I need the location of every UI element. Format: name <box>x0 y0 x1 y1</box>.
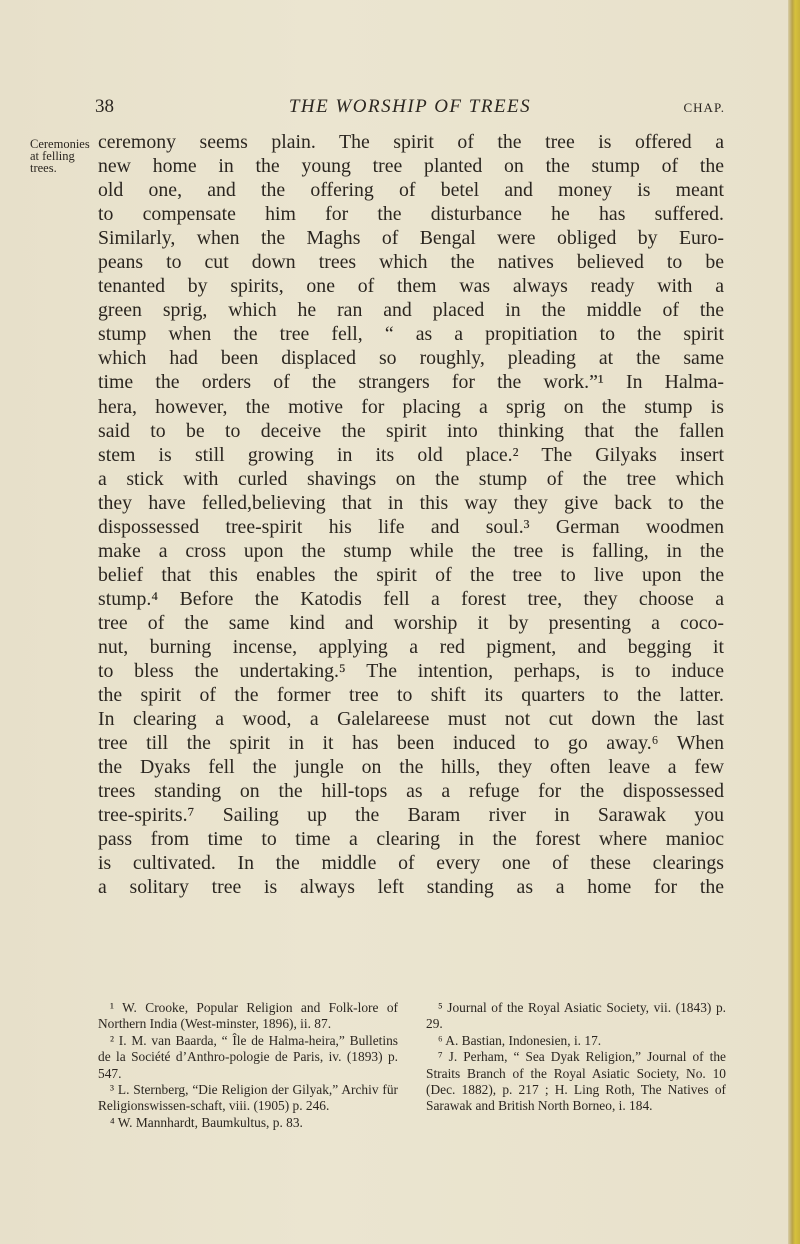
body-line: nut, burning incense, applying a red pigment, and begging it <box>98 635 724 658</box>
body-line: trees standing on the hill-tops as a refuge for the dispossessed <box>98 780 724 803</box>
body-line: new home in the young tree planted on the stump of the <box>98 155 724 178</box>
body-line: Similarly, when the Maghs of Bengal were obliged by Euro- <box>98 227 724 250</box>
page-number: 38 <box>95 96 114 117</box>
footnote: ³ L. Sternberg, “Die Religion der Gilyak,” Archiv für Religionswissen-schaft, viii. (1905) p. 246. <box>98 1082 398 1114</box>
page-edge <box>788 0 800 1244</box>
body-line: they have felled,believing that in this way they give back to the <box>98 491 724 514</box>
body-line: stem is still growing in its old place.² The Gilyaks insert <box>98 443 724 466</box>
body-line: tenanted by spirits, one of them was always ready with a <box>98 275 724 298</box>
footnote: ⁴ W. Mannhardt, Baumkultus, p. 83. <box>110 1114 303 1130</box>
body-line: green sprig, which he ran and placed in the middle of the <box>98 299 724 322</box>
footnotes-left-column <box>98 1000 398 1131</box>
body-line: tree of the same kind and worship it by presenting a coco- <box>98 611 724 634</box>
body-line: the Dyaks fell the jungle on the hills, they often leave a few <box>98 756 724 779</box>
body-line: peans to cut down trees which the natives believed to be <box>98 251 724 274</box>
body-line: stump.⁴ Before the Katodis fell a forest tree, they choose a <box>98 587 724 610</box>
body-line: make a cross upon the stump while the tree is falling, in the <box>98 539 724 562</box>
body-line: the spirit of the former tree to shift its quarters to the latter. <box>98 684 724 707</box>
body-line: which had been displaced so roughly, pleading at the same <box>98 347 724 370</box>
footnotes-right-column <box>426 1000 726 1115</box>
footnote: ⁷ J. Perham, “ Sea Dyak Religion,” Journal of the Straits Branch of the Royal Asiatic Society, No. 10 (Dec. 1882), p. 217 ; H. Ling Roth, The Natives of Sarawak and British North Borneo, i. 184. <box>426 1049 726 1114</box>
body-line: a stick with curled shavings on the stump of the tree which <box>98 467 724 490</box>
body-line: ceremony seems plain. The spirit of the tree is offered a <box>98 131 724 153</box>
body-line: dispossessed tree-spirit his life and soul.³ German woodmen <box>98 515 724 538</box>
margin-sidenote <box>30 138 90 174</box>
body-line: pass from time to time a clearing in the forest where manioc <box>98 828 724 851</box>
footnotes <box>98 1000 726 1210</box>
body-line: said to be to deceive the spirit into thinking that the fallen <box>98 419 724 442</box>
body-line: a solitary tree is always left standing as a home for the <box>98 876 724 899</box>
chapter-label: CHAP. <box>683 100 725 115</box>
body-text <box>98 130 724 900</box>
sidenote-line: trees. <box>30 161 57 175</box>
footnote: ² I. M. van Baarda, “ Île de Halma-heira,” Bulletins de la Société d’Anthro-pologie de Paris, iv. (1893) p. 547. <box>98 1032 398 1081</box>
body-line: is cultivated. In the middle of every one of these clearings <box>98 852 724 875</box>
body-line: to bless the undertaking.⁵ The intention, perhaps, is to induce <box>98 660 724 683</box>
body-line: stump when the tree fell, “ as a propitiation to the spirit <box>98 323 724 346</box>
body-line: old one, and the offering of betel and money is meant <box>98 179 724 202</box>
footnote: ¹ W. Crooke, Popular Religion and Folk-lore of Northern India (West-minster, 1896), ii. 87. <box>98 1000 398 1032</box>
running-title: THE WORSHIP OF TREES <box>288 96 532 117</box>
body-line: time the orders of the strangers for the work.”¹ In Halma- <box>98 371 724 394</box>
body-line: tree-spirits.⁷ Sailing up the Baram river in Sarawak you <box>98 804 724 827</box>
body-line: hera, however, the motive for placing a sprig on the stump is <box>98 395 724 418</box>
sidenote-line: at felling <box>30 149 75 163</box>
body-line: In clearing a wood, a Galelareese must not cut down the last <box>98 708 724 731</box>
footnote: ⁶ A. Bastian, Indonesien, i. 17. <box>438 1032 602 1048</box>
body-line: belief that this enables the spirit of the tree to live upon the <box>98 563 724 586</box>
body-line: tree till the spirit in it has been induced to go away.⁶ When <box>98 732 724 755</box>
running-head <box>95 96 725 122</box>
sidenote-line: Ceremonies <box>30 137 90 151</box>
footnote: ⁵ Journal of the Royal Asiatic Society, vii. (1843) p. 29. <box>426 1000 726 1032</box>
body-line: to compensate him for the disturbance he has suffered. <box>98 203 724 226</box>
